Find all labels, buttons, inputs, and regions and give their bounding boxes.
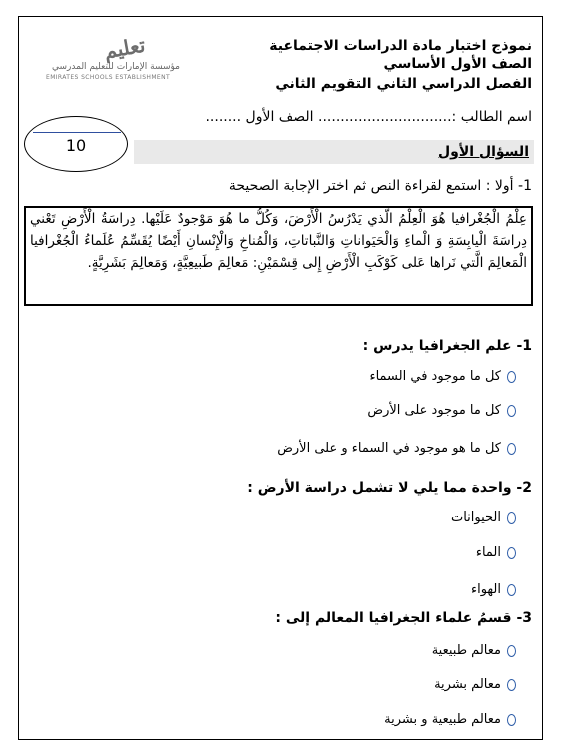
q2-option-1[interactable] <box>451 510 516 525</box>
question-3: 3- قسمُ علماء الجغرافيا المعالم إلى : <box>275 610 532 626</box>
radio-button-icon[interactable] <box>507 405 516 417</box>
term-info: الفصل الدراسي الثاني التقويم الثاني <box>275 76 532 92</box>
option-label: معالم بشرية <box>434 677 501 692</box>
option-label: الهواء <box>470 582 501 597</box>
grade-level: الصف الأول الأساسي <box>383 56 532 72</box>
student-name-field[interactable]: اسم الطالب :.............................. الصف الأول ........ <box>205 109 532 125</box>
question-1: 1- علم الجغرافيا يدرس : <box>362 338 532 354</box>
option-label: كل ما موجود على الأرض <box>367 403 501 418</box>
option-label: الحيوانات <box>450 510 501 525</box>
grade-circle <box>24 116 128 172</box>
q1-option-3[interactable] <box>277 441 516 456</box>
grade-total: 10 <box>65 136 87 155</box>
instruction-text: 1- أولا : استمع لقراءة النص ثم اختر الإجابة الصحيحة <box>228 178 532 194</box>
logo-english-name: EMIRATES SCHOOLS ESTABLISHMENT <box>46 74 171 81</box>
option-label: معالم طبيعية <box>431 643 501 658</box>
q3-option-1[interactable] <box>432 643 516 658</box>
option-label: معالم طبيعية و بشرية <box>384 712 501 727</box>
q2-option-2[interactable] <box>476 545 516 560</box>
q3-option-2[interactable] <box>434 677 516 692</box>
option-label: كل ما موجود في السماء <box>369 369 501 384</box>
option-label: الماء <box>475 545 501 560</box>
section-title: السؤال الأول <box>438 144 529 160</box>
option-label: كل ما هو موجود في السماء و على الأرض <box>277 441 501 456</box>
passage-text: عِلْمُ الْجُغْرافيا هُوَ الْعِلْمُ الَّذي يَدْرُسُ الْأَرْضَ، وَكُلُّ ما هُوَ مَوْجودٌ عَلَيْها. دِراسَةُ الْأَرْضِ تَعْني دِراسَةَ الْيابِسَةِ وَ الْماءِ وَالْحَيَواناتِ وَالنَّباتاتِ، وَالْمُناخِ وَالْإِنْسانِ أَيْضًا يُقَسِّمُ عُلَماءُ الْجُغْرافيا الْمَعالِمَ الَّتي نَراها عَلى كَوْكَبِ الْأَرْضِ إِلى قِسْمَيْنِ: مَعالِمَ طَبيعِيَّةٍ، وَمَعالِمَ بَشَرِيَّةٍ. <box>30 211 527 271</box>
radio-button-icon[interactable] <box>507 443 516 455</box>
ministry-logo <box>32 32 180 84</box>
radio-button-icon[interactable] <box>507 371 516 383</box>
q1-option-2[interactable] <box>367 403 516 418</box>
radio-button-icon[interactable] <box>507 512 516 524</box>
grade-score-line <box>33 132 121 133</box>
q3-option-3[interactable] <box>384 712 516 727</box>
radio-button-icon[interactable] <box>507 584 516 596</box>
question-2: 2- واحدة مما يلي لا تشمل دراسة الأرض : <box>247 480 532 496</box>
radio-button-icon[interactable] <box>507 679 516 691</box>
logo-arabic-name: مؤسسة الإمارات للتعليم المدرسي <box>52 62 180 72</box>
radio-button-icon[interactable] <box>507 714 516 726</box>
q2-option-3[interactable] <box>471 582 516 597</box>
exam-title: نموذج اختبار مادة الدراسات الاجتماعية <box>269 38 532 54</box>
radio-button-icon[interactable] <box>507 645 516 657</box>
logo-word: تعليم <box>102 32 147 64</box>
radio-button-icon[interactable] <box>507 547 516 559</box>
q1-option-1[interactable] <box>369 369 516 384</box>
